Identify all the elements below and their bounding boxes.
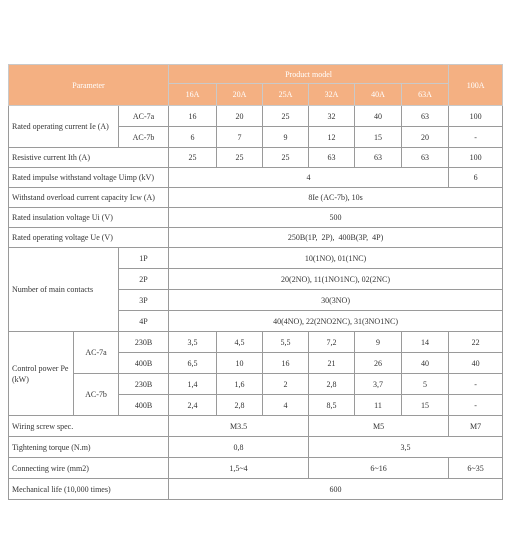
cell: 40	[449, 353, 503, 374]
parameter-header: Parameter	[9, 65, 169, 106]
table-row	[9, 332, 503, 353]
cell: 600	[169, 479, 503, 500]
cell: 15	[355, 127, 402, 148]
cell: 6	[169, 127, 217, 148]
cell: 3,5	[169, 332, 217, 353]
cell: 9	[263, 127, 309, 148]
row-label: Rated operating current Ie (A)	[9, 106, 119, 148]
cell: 20(2NO), 11(1NO1NC), 02(2NC)	[169, 269, 503, 290]
cell: 1,4	[169, 374, 217, 395]
row-label: Rated insulation voltage Ui (V)	[9, 208, 169, 228]
row-label: Rated operating voltage Ue (V)	[9, 228, 169, 248]
table-row	[9, 106, 503, 127]
cell: 20	[217, 106, 263, 127]
product-model-header: Product model	[169, 65, 449, 84]
cell: 2,8	[217, 395, 263, 416]
sub-label: 1P	[119, 248, 169, 269]
cell: 40	[402, 353, 449, 374]
cell: 9	[355, 332, 402, 353]
spec-table	[8, 64, 503, 500]
cell: 40	[355, 106, 402, 127]
cell: 4	[169, 168, 449, 188]
cell: 16	[263, 353, 309, 374]
cell: 63	[402, 106, 449, 127]
row-label: Number of main contacts	[9, 248, 119, 332]
cell: 5	[402, 374, 449, 395]
cell: 30(3NO)	[169, 290, 503, 311]
volt-label: 230B	[119, 332, 169, 353]
table-row	[9, 168, 503, 188]
sub-label: 3P	[119, 290, 169, 311]
cell: 6,5	[169, 353, 217, 374]
sub-label: 4P	[119, 311, 169, 332]
cell: 6~16	[309, 458, 449, 479]
cell: M5	[309, 416, 449, 437]
cell: 63	[402, 148, 449, 168]
col-40a: 40A	[355, 84, 402, 106]
cell: 5,5	[263, 332, 309, 353]
volt-label: 400B	[119, 395, 169, 416]
row-label: Rated impulse withstand voltage Uimp (kV)	[9, 168, 169, 188]
cell: 15	[402, 395, 449, 416]
col-100a: 100A	[449, 65, 503, 106]
cell: 6	[449, 168, 503, 188]
row-label: Withstand overload current capacity Icw (A)	[9, 188, 169, 208]
cell: 2	[263, 374, 309, 395]
cell: 25	[217, 148, 263, 168]
row-label: Connecting wire (mm2)	[9, 458, 169, 479]
col-16a: 16A	[169, 84, 217, 106]
cell: 25	[263, 106, 309, 127]
header-row	[9, 65, 503, 84]
row-label: Tightening torque (N.m)	[9, 437, 169, 458]
row-label: Mechanical life (10,000 times)	[9, 479, 169, 500]
table-row	[9, 479, 503, 500]
cell: 21	[309, 353, 355, 374]
cell: 10(1NO), 01(1NC)	[169, 248, 503, 269]
cell: 8Ie (AC-7b), 10s	[169, 188, 503, 208]
cell: 16	[169, 106, 217, 127]
cell: -	[449, 395, 503, 416]
volt-label: 230B	[119, 374, 169, 395]
table-row	[9, 188, 503, 208]
cell: -	[449, 127, 503, 148]
table-row	[9, 416, 503, 437]
col-25a: 25A	[263, 84, 309, 106]
cell: 2,8	[309, 374, 355, 395]
cell: 40(4NO), 22(2NO2NC), 31(3NO1NC)	[169, 311, 503, 332]
cell: 14	[402, 332, 449, 353]
cell: 4	[263, 395, 309, 416]
cell: M7	[449, 416, 503, 437]
col-20a: 20A	[217, 84, 263, 106]
cell: 6~35	[449, 458, 503, 479]
table-row	[9, 148, 503, 168]
cell: 4,5	[217, 332, 263, 353]
sub-label: 2P	[119, 269, 169, 290]
volt-label: 400B	[119, 353, 169, 374]
cell: 100	[449, 106, 503, 127]
cell: 11	[355, 395, 402, 416]
cell: 12	[309, 127, 355, 148]
cell: 63	[309, 148, 355, 168]
cell: 10	[217, 353, 263, 374]
cell: M3.5	[169, 416, 309, 437]
cell: 1,6	[217, 374, 263, 395]
row-label: Control power Pe (kW)	[9, 332, 74, 416]
table-row	[9, 437, 503, 458]
table-row	[9, 228, 503, 248]
row-label: Resistive current Ith (A)	[9, 148, 169, 168]
cell: 0,8	[169, 437, 309, 458]
sub-label: AC-7a	[119, 106, 169, 127]
cell: 3,5	[309, 437, 503, 458]
cell: 500	[169, 208, 503, 228]
sub-label: AC-7b	[74, 374, 119, 416]
cell: 1,5~4	[169, 458, 309, 479]
cell: 26	[355, 353, 402, 374]
cell: 22	[449, 332, 503, 353]
cell: 32	[309, 106, 355, 127]
cell: 100	[449, 148, 503, 168]
cell: 3,7	[355, 374, 402, 395]
col-63a: 63A	[402, 84, 449, 106]
col-32a: 32A	[309, 84, 355, 106]
table-row	[9, 374, 503, 395]
cell: 25	[169, 148, 217, 168]
cell: 63	[355, 148, 402, 168]
table-row	[9, 208, 503, 228]
cell: 25	[263, 148, 309, 168]
cell: 2,4	[169, 395, 217, 416]
table-row	[9, 248, 503, 269]
cell: 7	[217, 127, 263, 148]
cell: 250B(1P, 2P), 400B(3P, 4P)	[169, 228, 503, 248]
cell: 8,5	[309, 395, 355, 416]
sub-label: AC-7b	[119, 127, 169, 148]
cell: -	[449, 374, 503, 395]
sub-label: AC-7a	[74, 332, 119, 374]
cell: 7,2	[309, 332, 355, 353]
cell: 20	[402, 127, 449, 148]
table-row	[9, 458, 503, 479]
row-label: Wiring screw spec.	[9, 416, 169, 437]
